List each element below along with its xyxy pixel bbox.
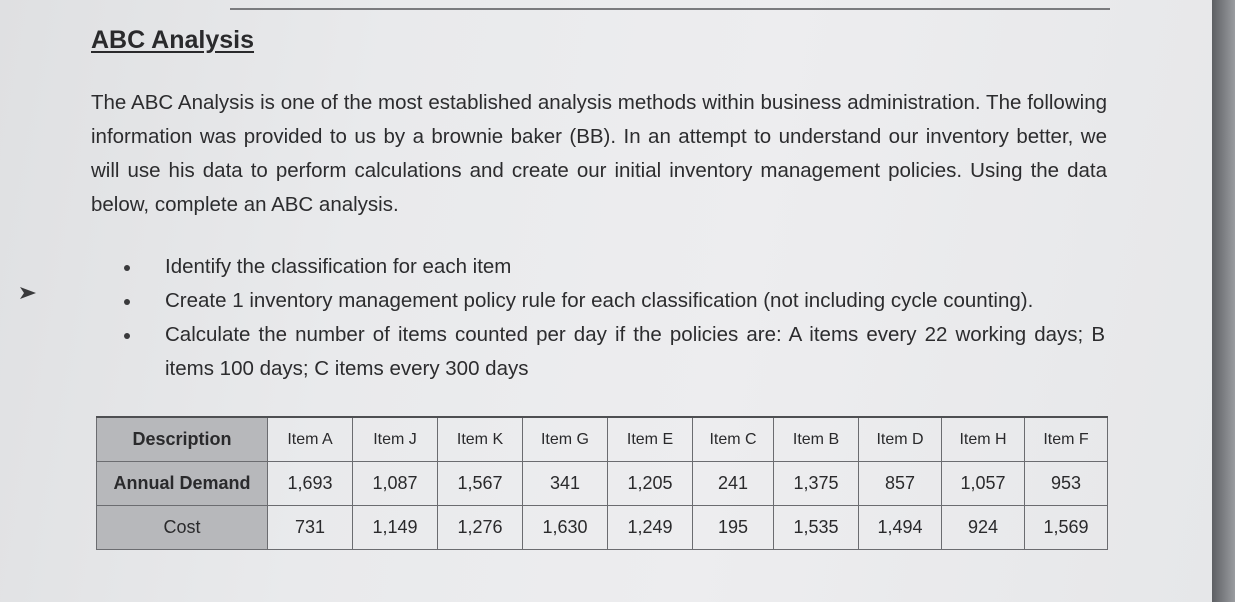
instruction-list <box>120 250 1105 386</box>
row-header-description: Description <box>97 417 268 462</box>
column-header: Item B <box>774 417 859 462</box>
table-cell: 1,205 <box>608 462 693 506</box>
table-cell: 1,057 <box>942 462 1025 506</box>
pointer-arrow-icon <box>18 286 38 300</box>
table-cell: 241 <box>693 462 774 506</box>
column-header: Item F <box>1025 417 1108 462</box>
table-cell: 1,149 <box>353 506 438 550</box>
table-row <box>97 417 1108 462</box>
table-cell: 1,567 <box>438 462 523 506</box>
row-header-annual-demand: Annual Demand <box>97 462 268 506</box>
list-item <box>120 318 1105 386</box>
list-item-text: Identify the classification for each item <box>165 255 512 278</box>
column-header: Item K <box>438 417 523 462</box>
table-cell: 1,249 <box>608 506 693 550</box>
table-cell: 1,087 <box>353 462 438 506</box>
bullet-icon <box>124 265 130 271</box>
column-header: Item D <box>859 417 942 462</box>
column-header: Item J <box>353 417 438 462</box>
column-header: Item C <box>693 417 774 462</box>
list-item-text: Calculate the number of items counted per day if the policies are: A items every 22 working days; B items 100 days; C items every 300 days <box>165 323 1105 380</box>
table-cell: 1,375 <box>774 462 859 506</box>
inventory-table <box>96 416 1108 550</box>
table-cell: 1,569 <box>1025 506 1108 550</box>
table-cell: 924 <box>942 506 1025 550</box>
bullet-icon <box>124 299 130 305</box>
table-row <box>97 506 1108 550</box>
table-cell: 857 <box>859 462 942 506</box>
table-cell: 953 <box>1025 462 1108 506</box>
column-header: Item G <box>523 417 608 462</box>
table-cell: 1,494 <box>859 506 942 550</box>
table-cell: 1,276 <box>438 506 523 550</box>
table-row <box>97 462 1108 506</box>
table-cell: 341 <box>523 462 608 506</box>
table-cell: 1,535 <box>774 506 859 550</box>
top-divider <box>230 8 1110 10</box>
page-title: ABC Analysis <box>91 26 255 54</box>
list-item <box>120 250 1105 284</box>
column-header: Item H <box>942 417 1025 462</box>
table-cell: 731 <box>268 506 353 550</box>
list-item-text: Create 1 inventory management policy rule for each classification (not including cycle counting). <box>165 289 1034 312</box>
list-item <box>120 284 1105 318</box>
row-header-cost: Cost <box>97 506 268 550</box>
column-header: Item E <box>608 417 693 462</box>
table-cell: 195 <box>693 506 774 550</box>
intro-paragraph: The ABC Analysis is one of the most established analysis methods within business administration. The following information was provided to us by a brownie baker (BB). In an attempt to understand our inventory better, we will use his data to perform calculations and create our initial inventory management policies. Using the data below, complete an ABC analysis. <box>91 91 1107 216</box>
table-cell: 1,693 <box>268 462 353 506</box>
column-header: Item A <box>268 417 353 462</box>
page-edge <box>1212 0 1235 602</box>
bullet-icon <box>124 333 130 339</box>
table-cell: 1,630 <box>523 506 608 550</box>
